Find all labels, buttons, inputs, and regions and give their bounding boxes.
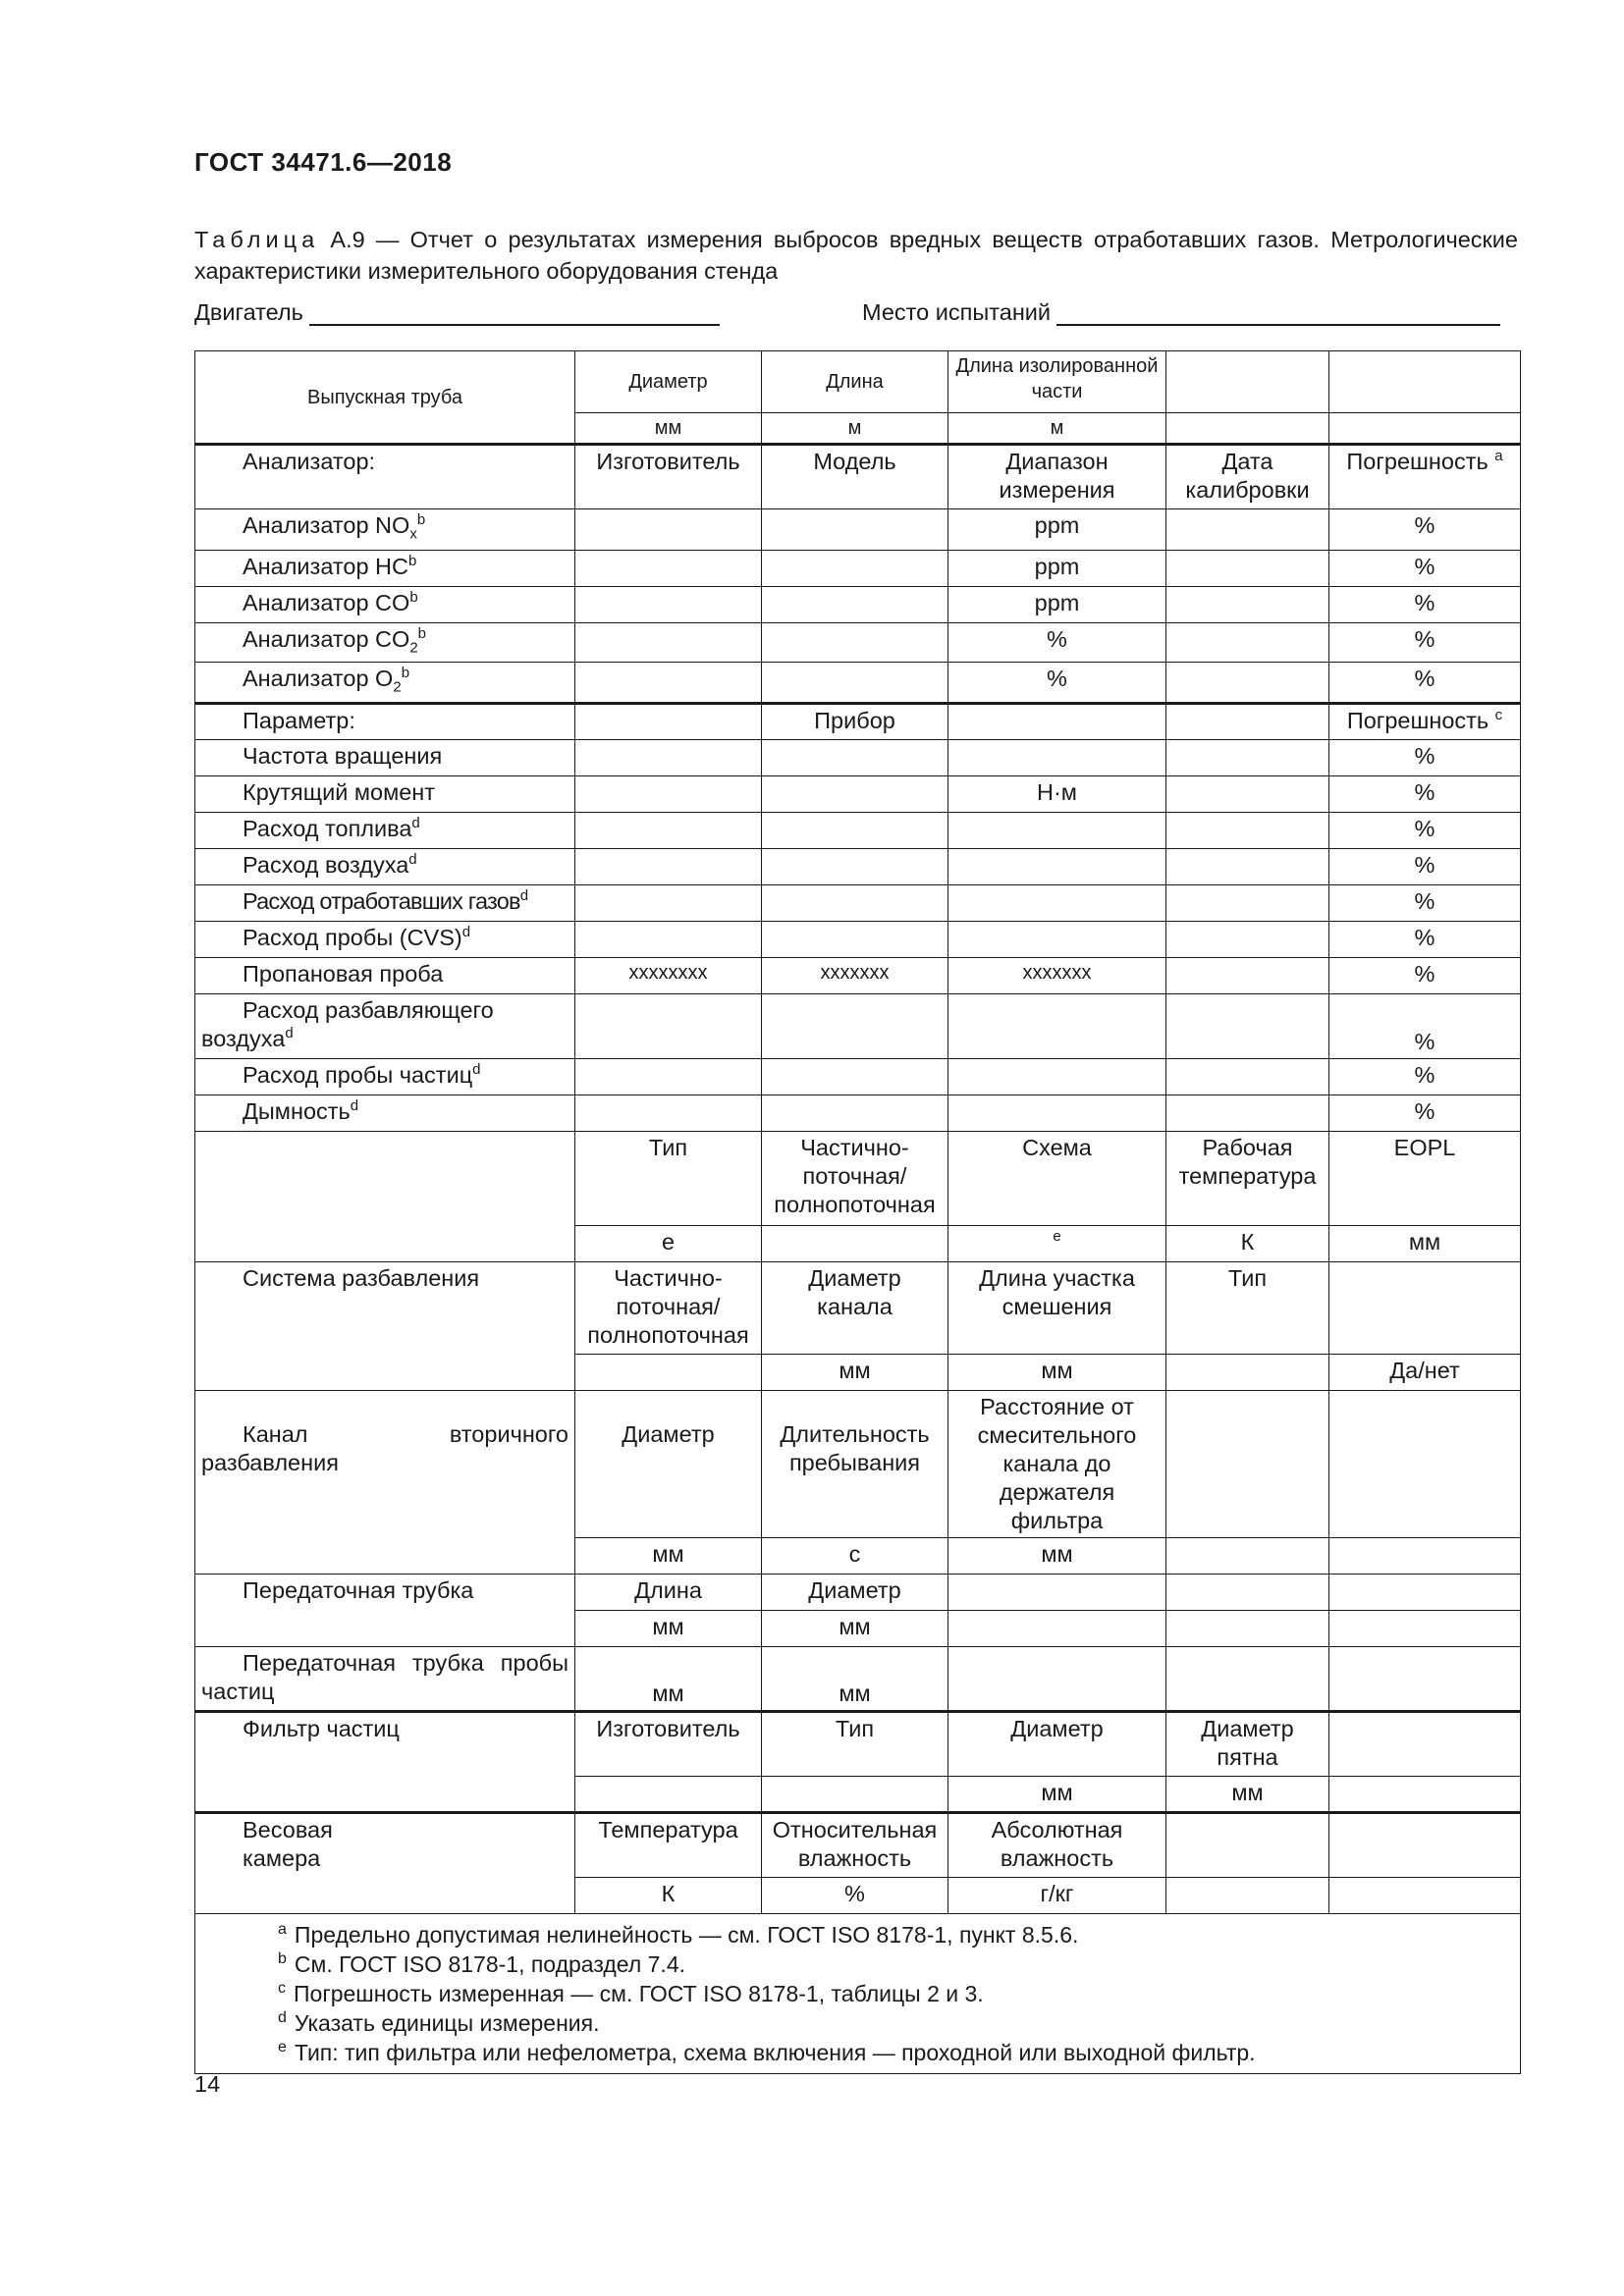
cell-empty[interactable]: [1166, 849, 1329, 885]
parameter-name-text: Дымность: [243, 1098, 351, 1124]
analyzer-range: %: [948, 623, 1166, 663]
filter-col-diam: Диаметр: [948, 1712, 1166, 1777]
filter-col-maker: Изготовитель: [575, 1712, 762, 1777]
parameter-range: [948, 885, 1166, 922]
parameter-model[interactable]: [762, 740, 948, 776]
parameter-range: [948, 813, 1166, 849]
analyzer-name: [195, 509, 575, 551]
parameter-col-error: [1329, 704, 1521, 740]
analyzer-name: [195, 623, 575, 663]
footnote-ref: b: [408, 553, 417, 570]
parameter-error: %: [1329, 1059, 1521, 1095]
cell-empty[interactable]: [1329, 1575, 1521, 1611]
dilution-col-type: Тип: [1166, 1262, 1329, 1355]
parameter-name: Частота вращения: [195, 740, 575, 776]
smoke-col-eopl: EOPL: [1329, 1132, 1521, 1226]
cell-empty[interactable]: [1166, 1575, 1329, 1611]
cell-empty[interactable]: [1166, 623, 1329, 663]
parameter-name-text: Расход воздуха: [243, 852, 409, 878]
parameter-range: [948, 849, 1166, 885]
table-footnotes: [195, 1914, 1521, 2074]
parameter-model[interactable]: [762, 922, 948, 958]
cell-empty[interactable]: [948, 994, 1166, 1059]
parameter-range: xxxxxxx: [948, 958, 1166, 994]
parameter-error: %: [1329, 813, 1521, 849]
analyzer-name-text: Анализатор NO: [243, 512, 410, 538]
analyzer-error: %: [1329, 623, 1521, 663]
cell-empty[interactable]: [1166, 704, 1329, 740]
cell-empty[interactable]: [1329, 1777, 1521, 1813]
secondary-col-time: Длительность пребывания: [762, 1391, 948, 1538]
cell-empty[interactable]: [575, 1355, 762, 1391]
cell-empty[interactable]: [575, 663, 762, 704]
exhaust-unit-length: м: [762, 413, 948, 445]
analyzer-name-text: Анализатор CO: [243, 626, 410, 652]
parameter-model[interactable]: [762, 813, 948, 849]
footnote-mark: a: [278, 1921, 287, 1939]
cell-empty[interactable]: [762, 1059, 948, 1095]
footnote-ref: d: [285, 1025, 294, 1042]
cell-empty[interactable]: [762, 509, 948, 551]
document-number: ГОСТ 34471.6—2018: [194, 147, 453, 177]
filter-unit-diam: мм: [948, 1777, 1166, 1813]
parameter-col-device: Прибор: [762, 704, 948, 740]
parameter-error: %: [1329, 885, 1521, 922]
footnote-mark: e: [278, 2039, 287, 2056]
parameter-maker[interactable]: [575, 813, 762, 849]
exhaust-col-diameter: Диаметр: [575, 351, 762, 413]
parameter-maker[interactable]: [575, 885, 762, 922]
cell-empty[interactable]: [762, 994, 948, 1059]
parameter-maker[interactable]: [575, 776, 762, 813]
parameter-error: %: [1329, 740, 1521, 776]
weighing-col-temp: Температура: [575, 1813, 762, 1878]
smoke-col-flow: Частично-поточная/ полнопоточная: [762, 1132, 948, 1226]
parameter-name: Пропановая проба: [195, 958, 575, 994]
footnote-ref: d: [519, 887, 528, 905]
parameter-name-text: Расход пробы (CVS): [243, 925, 462, 950]
transfer-particles-label: Передаточная трубка пробы частиц: [195, 1647, 575, 1712]
dilution-unit-diam: мм: [762, 1355, 948, 1391]
engine-field-label: Двигатель: [194, 299, 303, 325]
footnote-mark: d: [278, 2009, 287, 2027]
cell-empty[interactable]: [1329, 1878, 1521, 1914]
transfer-particles-unit-diam: мм: [762, 1647, 948, 1712]
parameter-name: [195, 1059, 575, 1095]
cell-empty[interactable]: [1166, 1538, 1329, 1575]
cell-empty[interactable]: [1166, 413, 1329, 445]
analyzer-section-label: Анализатор:: [195, 445, 575, 509]
weighing-col-rel: Относительная влажность: [762, 1813, 948, 1878]
footnote-ref: a: [1494, 448, 1503, 465]
parameter-maker[interactable]: [575, 849, 762, 885]
cell-empty[interactable]: [575, 551, 762, 587]
parameter-maker[interactable]: [575, 922, 762, 958]
parameter-error: %: [1329, 994, 1521, 1059]
parameter-error: %: [1329, 958, 1521, 994]
caption-label: Таблица: [194, 227, 320, 252]
footnote: [278, 1949, 1520, 1979]
secondary-unit-diam: мм: [575, 1538, 762, 1575]
smoke-col-temp: Рабочая температура: [1166, 1132, 1329, 1226]
filter-unit-spot: мм: [1166, 1777, 1329, 1813]
cell-empty[interactable]: [1166, 509, 1329, 551]
analyzer-range: ppm: [948, 509, 1166, 551]
dilution-unit-yesno: Да/нет: [1329, 1355, 1521, 1391]
cell-empty[interactable]: [575, 587, 762, 623]
cell-empty[interactable]: [1166, 1355, 1329, 1391]
analyzer-name-text: Анализатор HC: [243, 554, 408, 579]
cell-empty[interactable]: [1166, 587, 1329, 623]
parameter-error: %: [1329, 776, 1521, 813]
exhaust-unit-diameter: мм: [575, 413, 762, 445]
cell-empty[interactable]: [1329, 1712, 1521, 1777]
parameter-name: [195, 994, 575, 1059]
filter-label: Фильтр частиц: [195, 1712, 575, 1813]
cell-empty[interactable]: [1166, 994, 1329, 1059]
weighing-unit-rel: %: [762, 1878, 948, 1914]
cell-empty[interactable]: [1166, 1059, 1329, 1095]
footnote-ref: b: [401, 665, 410, 682]
exhaust-unit-insulated: м: [948, 413, 1166, 445]
parameter-section-label: Параметр:: [195, 704, 575, 740]
transfer-col-diam: Диаметр: [762, 1575, 948, 1611]
footnote-ref: b: [417, 625, 426, 643]
table-caption: [194, 224, 1518, 287]
cell-empty[interactable]: [1329, 1813, 1521, 1878]
cell-empty[interactable]: [1329, 1391, 1521, 1538]
cell-empty[interactable]: [575, 1777, 762, 1813]
cell-empty[interactable]: [1166, 1813, 1329, 1878]
cell-empty[interactable]: [948, 1647, 1166, 1712]
exhaust-label: Выпускная труба: [195, 351, 575, 445]
footnote-text: Тип: тип фильтра или нефелометра, схема включения — проходной или выходной фильтр.: [294, 2040, 1256, 2065]
cell-empty[interactable]: [195, 1132, 575, 1262]
cell-empty[interactable]: [1329, 413, 1521, 445]
analyzer-col-model: Модель: [762, 445, 948, 509]
analyzer-error: %: [1329, 663, 1521, 704]
footnote-text: Предельно допустимая нелинейность — см. ГОСТ ISO 8178-1, пункт 8.5.6.: [294, 1922, 1079, 1948]
parameter-model[interactable]: [762, 849, 948, 885]
parameter-maker[interactable]: [575, 740, 762, 776]
cell-empty[interactable]: [1329, 1262, 1521, 1355]
cell-empty[interactable]: [575, 704, 762, 740]
dilution-col-flow: Частично-поточная/ полнопоточная: [575, 1262, 762, 1355]
cell-empty[interactable]: [948, 1611, 1166, 1647]
cell-empty[interactable]: [762, 551, 948, 587]
weighing-label: Весовая камера: [195, 1813, 575, 1914]
parameter-error: %: [1329, 849, 1521, 885]
analyzer-col-maker: Изготовитель: [575, 445, 762, 509]
secondary-col-dist: Расстояние от смесительного канала до держателя фильтра: [948, 1391, 1166, 1538]
subscript: 2: [409, 639, 418, 657]
footnote-ref: c: [1494, 707, 1503, 724]
cell-empty[interactable]: [1166, 740, 1329, 776]
analyzer-col-range: Диапазон измерения: [948, 445, 1166, 509]
footnote: [278, 2038, 1520, 2067]
cell-empty[interactable]: [762, 1777, 948, 1813]
footnote-ref: b: [416, 511, 426, 529]
cell-empty[interactable]: [1329, 1647, 1521, 1712]
smoke-unit-temp: К: [1166, 1226, 1329, 1262]
cell-empty[interactable]: [1166, 958, 1329, 994]
cell-empty[interactable]: [762, 1095, 948, 1132]
parameter-range: Н·м: [948, 776, 1166, 813]
engine-field[interactable]: [194, 299, 720, 326]
analyzer-col-calib: Дата калибровки: [1166, 445, 1329, 509]
parameter-col-error-text: Погрешность: [1346, 708, 1489, 733]
secondary-unit-time: с: [762, 1538, 948, 1575]
dilution-unit-mix: мм: [948, 1355, 1166, 1391]
cell-empty[interactable]: [575, 623, 762, 663]
footnote-ref: d: [350, 1097, 359, 1115]
cell-empty[interactable]: [1166, 351, 1329, 413]
parameter-name: [195, 885, 575, 922]
dilution-label: Система разбавления: [195, 1262, 575, 1391]
footnote-ref: d: [411, 815, 420, 832]
cell-empty[interactable]: [1329, 351, 1521, 413]
footnote-ref: b: [409, 589, 418, 607]
cell-empty[interactable]: [948, 1095, 1166, 1132]
parameter-name-text: Расход топлива: [243, 816, 412, 841]
metrology-table: [194, 350, 1521, 2074]
analyzer-col-error-text: Погрешность: [1346, 449, 1489, 474]
footnote-text: См. ГОСТ ISO 8178-1, подраздел 7.4.: [294, 1951, 686, 1977]
footnote-mark: b: [278, 1950, 287, 1968]
cell-empty[interactable]: [1166, 1611, 1329, 1647]
footnote-ref: d: [461, 924, 471, 941]
footnote: [278, 2008, 1520, 2038]
subscript: 2: [393, 678, 402, 696]
weighing-unit-abs: г/кг: [948, 1878, 1166, 1914]
cell-empty[interactable]: [762, 663, 948, 704]
cell-empty[interactable]: [1166, 776, 1329, 813]
transfer-particles-unit-length: мм: [575, 1647, 762, 1712]
parameter-model[interactable]: [762, 885, 948, 922]
parameter-name-text: Расход отработавших газов: [243, 888, 520, 914]
place-field-line[interactable]: [1056, 300, 1500, 326]
dilution-col-mix: Длина участка смешения: [948, 1262, 1166, 1355]
weighing-unit-temp: К: [575, 1878, 762, 1914]
cell-empty[interactable]: [575, 509, 762, 551]
transfer-label: Передаточная трубка: [195, 1575, 575, 1647]
exhaust-col-length: Длина: [762, 351, 948, 413]
footnote-mark: c: [278, 1980, 286, 1998]
parameter-error: %: [1329, 922, 1521, 958]
cell-empty[interactable]: [948, 1059, 1166, 1095]
footnote: [278, 1920, 1520, 1949]
page-number: 14: [194, 2071, 221, 2097]
footnote-ref: d: [472, 1061, 481, 1079]
parameter-range: [948, 922, 1166, 958]
place-field[interactable]: [862, 299, 1500, 326]
parameter-name: [195, 813, 575, 849]
cell-empty[interactable]: [1329, 1538, 1521, 1575]
caption-number: А.9: [330, 227, 365, 252]
cell-empty[interactable]: [1166, 813, 1329, 849]
cell-empty[interactable]: [1166, 1647, 1329, 1712]
footnote-text: Указать единицы измерения.: [294, 2010, 600, 2036]
analyzer-range: ppm: [948, 551, 1166, 587]
parameter-model: xxxxxxx: [762, 958, 948, 994]
smoke-unit-scheme: [948, 1226, 1166, 1262]
analyzer-name-text: Анализатор O: [243, 666, 394, 691]
cell-empty[interactable]: [1329, 1611, 1521, 1647]
analyzer-range: %: [948, 663, 1166, 704]
transfer-unit-diam: мм: [762, 1611, 948, 1647]
transfer-unit-length: мм: [575, 1611, 762, 1647]
engine-field-line[interactable]: [309, 300, 720, 326]
place-field-label: Место испытаний: [862, 299, 1052, 325]
footnote: [278, 1979, 1520, 2008]
cell-empty[interactable]: [762, 587, 948, 623]
analyzer-range: ppm: [948, 587, 1166, 623]
parameter-name-text: Расход разбавляющего воздуха: [201, 997, 494, 1051]
analyzer-name-text: Анализатор CO: [243, 590, 410, 615]
parameter-name: [195, 1095, 575, 1132]
parameter-name-text: Расход пробы частиц: [243, 1062, 473, 1088]
cell-empty[interactable]: [948, 1575, 1166, 1611]
analyzer-error: %: [1329, 587, 1521, 623]
weighing-col-abs: Абсолютная влажность: [948, 1813, 1166, 1878]
parameter-name: Крутящий момент: [195, 776, 575, 813]
cell-empty[interactable]: [762, 623, 948, 663]
dilution-col-diam: Диаметр канала: [762, 1262, 948, 1355]
form-fields: [194, 299, 1518, 333]
cell-empty[interactable]: [1166, 1095, 1329, 1132]
analyzer-name: [195, 587, 575, 623]
filter-col-type: Тип: [762, 1712, 948, 1777]
secondary-unit-dist: мм: [948, 1538, 1166, 1575]
filter-col-spot: Диаметр пятна: [1166, 1712, 1329, 1777]
secondary-label: Канал вторичного разбавления: [195, 1391, 575, 1575]
exhaust-col-insulated: Длина изолированной части: [948, 351, 1166, 413]
cell-empty[interactable]: [575, 1059, 762, 1095]
cell-empty[interactable]: [1166, 885, 1329, 922]
footnote-text: Погрешность измеренная — см. ГОСТ ISO 8178-1, таблицы 2 и 3.: [294, 1981, 984, 2006]
transfer-col-length: Длина: [575, 1575, 762, 1611]
smoke-col-type: Тип: [575, 1132, 762, 1226]
secondary-col-diam: Диаметр: [575, 1391, 762, 1538]
cell-empty[interactable]: [575, 994, 762, 1059]
smoke-col-scheme: Схема: [948, 1132, 1166, 1226]
smoke-unit-type: e: [575, 1226, 762, 1262]
analyzer-name: [195, 663, 575, 704]
footnote-ref: e: [1053, 1228, 1061, 1246]
cell-empty[interactable]: [762, 1226, 948, 1262]
parameter-name: [195, 922, 575, 958]
cell-empty[interactable]: [575, 1095, 762, 1132]
caption-text: — Отчет о результатах измерения выбросов вредных веществ отработавших газов. Метрологические характеристики измерительного оборудования стенда: [194, 227, 1518, 284]
cell-empty[interactable]: [1166, 1391, 1329, 1538]
analyzer-error: %: [1329, 551, 1521, 587]
cell-empty[interactable]: [1166, 551, 1329, 587]
parameter-range: [948, 740, 1166, 776]
analyzer-col-error: [1329, 445, 1521, 509]
cell-empty[interactable]: [1166, 922, 1329, 958]
cell-empty[interactable]: [948, 704, 1166, 740]
parameter-model[interactable]: [762, 776, 948, 813]
analyzer-name: [195, 551, 575, 587]
parameter-maker: xxxxxxxx: [575, 958, 762, 994]
parameter-error: %: [1329, 1095, 1521, 1132]
cell-empty[interactable]: [1166, 1878, 1329, 1914]
smoke-unit-eopl: мм: [1329, 1226, 1521, 1262]
analyzer-error: %: [1329, 509, 1521, 551]
footnote-ref: d: [408, 851, 417, 869]
cell-empty[interactable]: [1166, 663, 1329, 704]
parameter-name: [195, 849, 575, 885]
subscript: x: [409, 525, 417, 543]
